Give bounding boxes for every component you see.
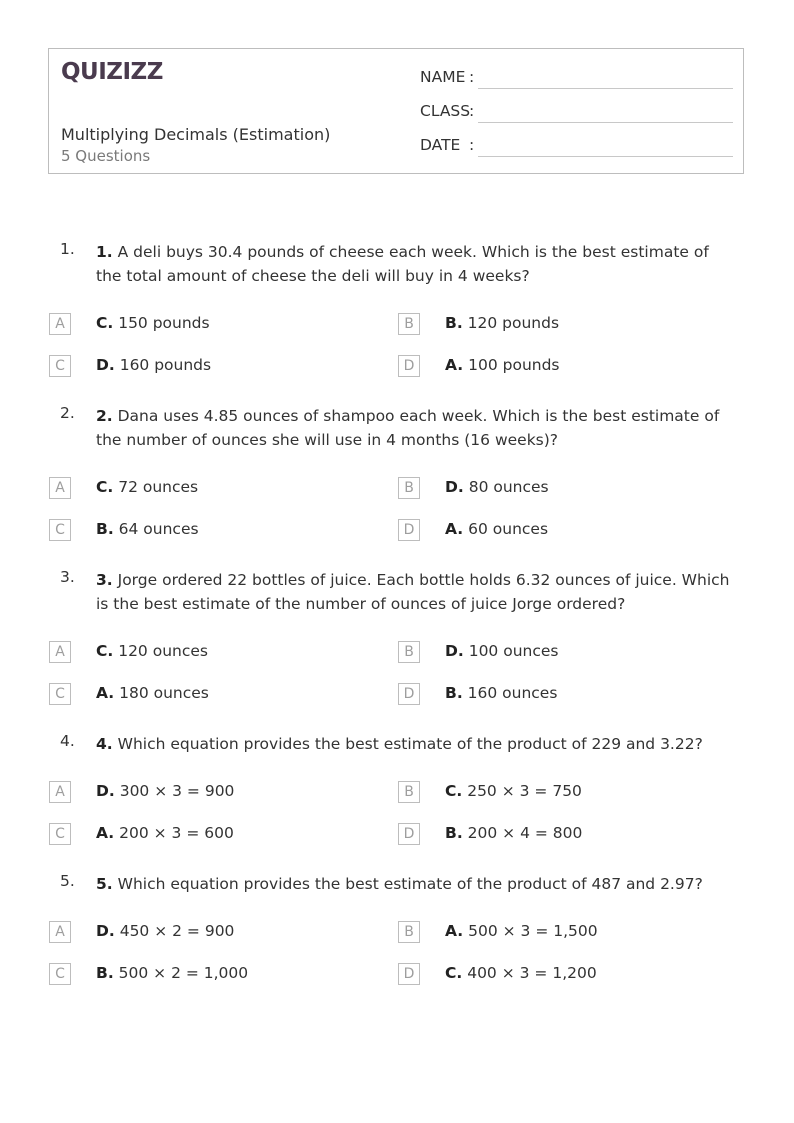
answer-option[interactable] <box>96 824 234 842</box>
answer-option[interactable] <box>445 356 560 374</box>
answer-box-b[interactable]: B <box>398 313 420 335</box>
question-number: 2. <box>60 404 75 422</box>
answer-box-c[interactable]: C <box>49 823 71 845</box>
option-text: 80 ounces <box>468 478 549 496</box>
answer-option[interactable] <box>445 824 582 842</box>
option-text: 300 × 3 = 900 <box>119 782 235 800</box>
question-body: Which equation provides the best estimate of the product of 229 and 3.22? <box>117 735 703 753</box>
class-colon: : <box>469 102 475 120</box>
name-field[interactable] <box>420 68 733 92</box>
date-field[interactable] <box>420 136 733 160</box>
answer-box-b[interactable]: B <box>398 781 420 803</box>
question-body: Which equation provides the best estimate of the product of 487 and 2.97? <box>117 875 703 893</box>
answer-box-c[interactable]: C <box>49 683 71 705</box>
option-text: 72 ounces <box>118 478 199 496</box>
answer-box-d[interactable]: D <box>398 823 420 845</box>
option-text: 450 × 2 = 900 <box>119 922 235 940</box>
question-text <box>96 240 736 288</box>
option-text: 200 × 4 = 800 <box>467 824 583 842</box>
option-key: C. <box>96 642 114 660</box>
answer-option[interactable] <box>445 782 582 800</box>
worksheet-header <box>48 48 744 174</box>
question-inner-number: 2. <box>96 407 113 425</box>
option-key: B. <box>445 314 463 332</box>
option-key: D. <box>445 478 464 496</box>
option-key: C. <box>96 314 114 332</box>
option-text: 250 × 3 = 750 <box>467 782 582 800</box>
option-key: A. <box>445 520 464 538</box>
option-text: 100 pounds <box>468 356 560 374</box>
answer-box-a[interactable]: A <box>49 781 71 803</box>
option-text: 120 pounds <box>467 314 560 332</box>
answer-box-d[interactable]: D <box>398 963 420 985</box>
answer-option[interactable] <box>445 964 597 982</box>
option-text: 500 × 3 = 1,500 <box>468 922 598 940</box>
option-text: 120 ounces <box>118 642 208 660</box>
question-number: 1. <box>60 240 75 258</box>
question-inner-number: 3. <box>96 571 113 589</box>
answer-box-b[interactable]: B <box>398 477 420 499</box>
answer-option[interactable] <box>96 642 208 660</box>
option-text: 64 ounces <box>118 520 199 538</box>
question-inner-number: 4. <box>96 735 113 753</box>
option-key: C. <box>445 782 463 800</box>
answer-option[interactable] <box>445 684 557 702</box>
option-key: A. <box>96 824 115 842</box>
option-key: D. <box>96 782 115 800</box>
answer-box-b[interactable]: B <box>398 641 420 663</box>
option-text: 150 pounds <box>118 314 210 332</box>
answer-option[interactable] <box>96 520 199 538</box>
class-label: CLASS <box>420 102 471 120</box>
question-number: 3. <box>60 568 75 586</box>
answer-option[interactable] <box>445 478 549 496</box>
name-line[interactable] <box>478 88 733 89</box>
question-body: Dana uses 4.85 ounces of shampoo each week. Which is the best estimate of the number of ounces she will use in 4 months (16 weeks)? <box>96 407 720 449</box>
answer-option[interactable] <box>96 684 209 702</box>
answer-option[interactable] <box>96 356 211 374</box>
option-key: A. <box>445 922 464 940</box>
option-text: 500 × 2 = 1,000 <box>118 964 249 982</box>
name-colon: : <box>469 68 475 86</box>
class-line[interactable] <box>478 122 733 123</box>
question-text <box>96 568 736 616</box>
option-text: 60 ounces <box>468 520 549 538</box>
answer-box-a[interactable]: A <box>49 313 71 335</box>
answer-box-d[interactable]: D <box>398 355 420 377</box>
date-colon: : <box>469 136 475 154</box>
option-text: 400 × 3 = 1,200 <box>467 964 597 982</box>
option-key: A. <box>96 684 115 702</box>
answer-box-c[interactable]: C <box>49 355 71 377</box>
answer-option[interactable] <box>96 922 234 940</box>
question-count: 5 Questions <box>61 147 151 165</box>
question-body: A deli buys 30.4 pounds of cheese each week. Which is the best estimate of the total amount of cheese the deli will buy in 4 weeks? <box>96 243 709 285</box>
option-text: 200 × 3 = 600 <box>119 824 234 842</box>
option-key: B. <box>96 964 114 982</box>
question-text <box>96 872 736 896</box>
answer-box-b[interactable]: B <box>398 921 420 943</box>
answer-box-a[interactable]: A <box>49 921 71 943</box>
question-number: 4. <box>60 732 75 750</box>
option-key: D. <box>96 356 115 374</box>
class-field[interactable] <box>420 102 733 126</box>
option-text: 160 pounds <box>119 356 212 374</box>
option-key: B. <box>445 684 463 702</box>
name-label: NAME <box>420 68 466 86</box>
option-text: 160 ounces <box>467 684 558 702</box>
answer-box-a[interactable]: A <box>49 477 71 499</box>
answer-option[interactable] <box>96 478 198 496</box>
answer-option[interactable] <box>445 642 558 660</box>
answer-option[interactable] <box>96 314 210 332</box>
answer-box-d[interactable]: D <box>398 683 420 705</box>
answer-box-d[interactable]: D <box>398 519 420 541</box>
question-inner-number: 5. <box>96 875 113 893</box>
answer-box-c[interactable]: C <box>49 963 71 985</box>
option-text: 180 ounces <box>119 684 209 702</box>
date-label: DATE <box>420 136 466 154</box>
option-key: D. <box>96 922 115 940</box>
answer-option[interactable] <box>96 782 234 800</box>
answer-box-a[interactable]: A <box>49 641 71 663</box>
question-text <box>96 404 736 452</box>
option-key: C. <box>96 478 114 496</box>
question-number: 5. <box>60 872 75 890</box>
option-key: C. <box>445 964 463 982</box>
answer-option[interactable] <box>96 964 248 982</box>
quizizz-logo: QUIZIZZ <box>61 59 163 85</box>
answer-option[interactable] <box>445 922 598 940</box>
date-line[interactable] <box>478 156 733 157</box>
answer-box-c[interactable]: C <box>49 519 71 541</box>
question-inner-number: 1. <box>96 243 113 261</box>
answer-option[interactable] <box>445 314 559 332</box>
option-text: 100 ounces <box>468 642 559 660</box>
option-key: B. <box>445 824 463 842</box>
option-key: D. <box>445 642 464 660</box>
option-key: B. <box>96 520 114 538</box>
answer-option[interactable] <box>445 520 548 538</box>
worksheet-title: Multiplying Decimals (Estimation) <box>61 125 331 144</box>
option-key: A. <box>445 356 464 374</box>
question-body: Jorge ordered 22 bottles of juice. Each bottle holds 6.32 ounces of juice. Which is the best estimate of the number of ounces of juice Jorge ordered? <box>96 571 730 613</box>
question-text <box>96 732 736 756</box>
